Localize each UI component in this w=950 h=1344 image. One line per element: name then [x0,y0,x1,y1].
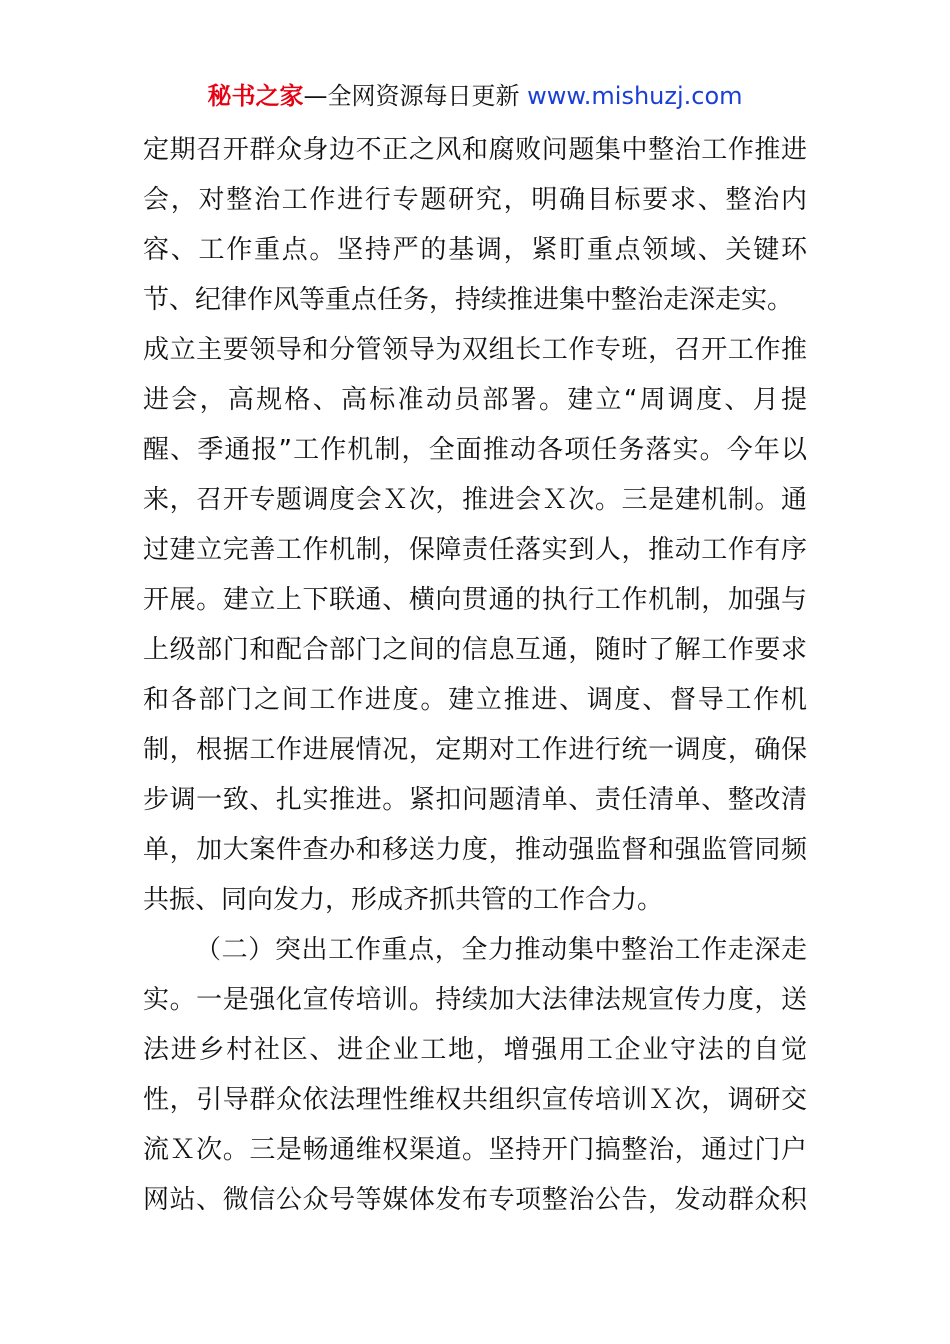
text-line: 成立主要领导和分管领导为双组长工作专班，召开工作推 [143,335,807,365]
text-line: 流Ｘ次。三是畅通维权渠道。坚持开门搞整治，通过门户 [143,1135,807,1165]
document-body [143,125,807,1225]
text-line: 醒、季通报”工作机制，全面推动各项任务落实。今年以 [143,435,807,465]
text-line: 定期召开群众身边不正之风和腐败问题集中整治工作推进 [143,135,807,165]
text-line: 开展。建立上下联通、横向贯通的执行工作机制，加强与 [143,585,807,615]
site-brand: 秘书之家 [207,82,304,110]
section-heading-line: （二）突出工作重点，全力推动集中整治工作走深走 [195,935,807,965]
text-line: 会，对整治工作进行专题研究，明确目标要求、整治内 [143,185,807,215]
text-line: 单，加大案件查办和移送力度，推动强监督和强监管同频 [143,835,807,865]
text-line: 节、纪律作风等重点任务，持续推进集中整治走深走实。 [143,285,794,315]
page-header [0,78,950,114]
text-line: 法进乡村社区、进企业工地，增强用工企业守法的自觉 [143,1035,807,1065]
text-line: 过建立完善工作机制，保障责任落实到人，推动工作有序 [143,535,807,565]
site-url-link[interactable]: www.mishuzj.com [527,82,743,110]
text-line: 网站、微信公众号等媒体发布专项整治公告，发动群众积 [143,1185,807,1215]
text-line: 来，召开专题调度会Ｘ次，推进会Ｘ次。三是建机制。通 [143,485,807,515]
text-line: 性，引导群众依法理性维权共组织宣传培训Ｘ次，调研交 [143,1085,807,1115]
text-line: 进会，高规格、高标准动员部署。建立“周调度、月提 [143,385,807,415]
text-line: 上级部门和配合部门之间的信息互通，随时了解工作要求 [143,635,807,665]
text-line: 容、工作重点。坚持严的基调，紧盯重点领域、关键环 [143,235,807,265]
site-tagline: —全网资源每日更新 [303,82,520,110]
text-line: 和各部门之间工作进度。建立推进、调度、督导工作机 [143,685,807,715]
text-line: 共振、同向发力，形成齐抓共管的工作合力。 [143,885,664,915]
text-line: 制，根据工作进展情况，定期对工作进行统一调度，确保 [143,735,807,765]
text-line: 实。一是强化宣传培训。持续加大法律法规宣传力度，送 [143,985,807,1015]
text-line: 步调一致、扎实推进。紧扣问题清单、责任清单、整改清 [143,785,807,815]
